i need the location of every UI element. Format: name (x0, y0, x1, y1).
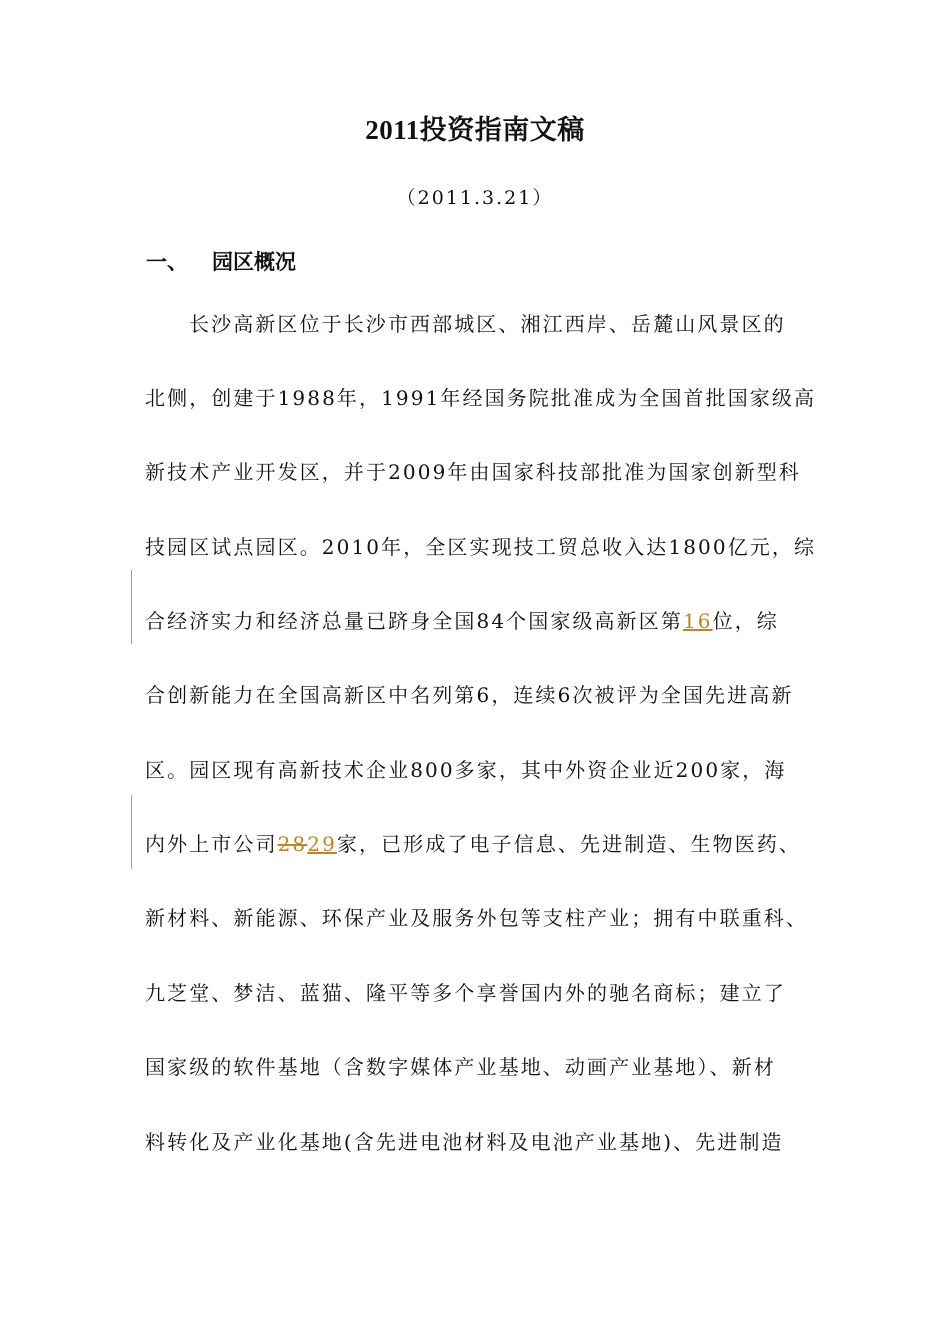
line-text: 合经济实力和经济总量已跻身全国84个国家级高新区第 (145, 609, 683, 633)
paragraph-line: 新材料、新能源、环保产业及服务外包等支柱产业；拥有中联重科、 (145, 906, 808, 930)
inserted-revision: 29 (307, 832, 337, 856)
paragraph-line: 新技术产业开发区，并于2009年由国家科技部批准为国家创新型科 (145, 460, 801, 484)
paragraph-line (145, 829, 810, 859)
paragraph-line: 北侧，创建于1988年，1991年经国务院批准成为全国首批国家级高 (145, 386, 817, 410)
inserted-revision: 16 (682, 609, 713, 633)
document-title: 2011投资指南文稿 (365, 115, 585, 145)
paragraph-line (145, 606, 810, 636)
paragraph-line: 区。园区现有高新技术企业800多家，其中外资企业近200家，海 (145, 758, 787, 782)
paragraph-line: 国家级的软件基地（含数字媒体产业基地、动画产业基地）、新材 (145, 1055, 776, 1079)
paragraph-line: 技园区试点园区。2010年，全区实现技工贸总收入达1800亿元，综 (145, 535, 817, 559)
change-bar (131, 795, 132, 869)
line-text: 位，综 (712, 609, 779, 633)
section-heading (146, 247, 296, 277)
line-text: 内外上市公司 (145, 832, 278, 856)
section-title: 园区概况 (212, 249, 296, 274)
document-date: （2011.3.21） (396, 187, 554, 209)
line-text: 家，已形成了电子信息、先进制造、生物医药、 (336, 832, 802, 856)
deleted-revision: 28 (277, 832, 308, 856)
paragraph-line: 合创新能力在全国高新区中名列第6，连续6次被评为全国先进高新 (145, 683, 794, 707)
section-number: 一、 (146, 249, 188, 274)
paragraph-line: 长沙高新区位于长沙市西部城区、湘江西岸、岳麓山风景区的 (189, 312, 786, 336)
paragraph-line: 料转化及产业化基地(含先进电池材料及电池产业基地)、先进制造 (145, 1130, 784, 1154)
paragraph-line: 九芝堂、梦洁、蓝猫、隆平等多个享誉国内外的驰名商标；建立了 (145, 981, 786, 1005)
change-bar (131, 570, 132, 644)
